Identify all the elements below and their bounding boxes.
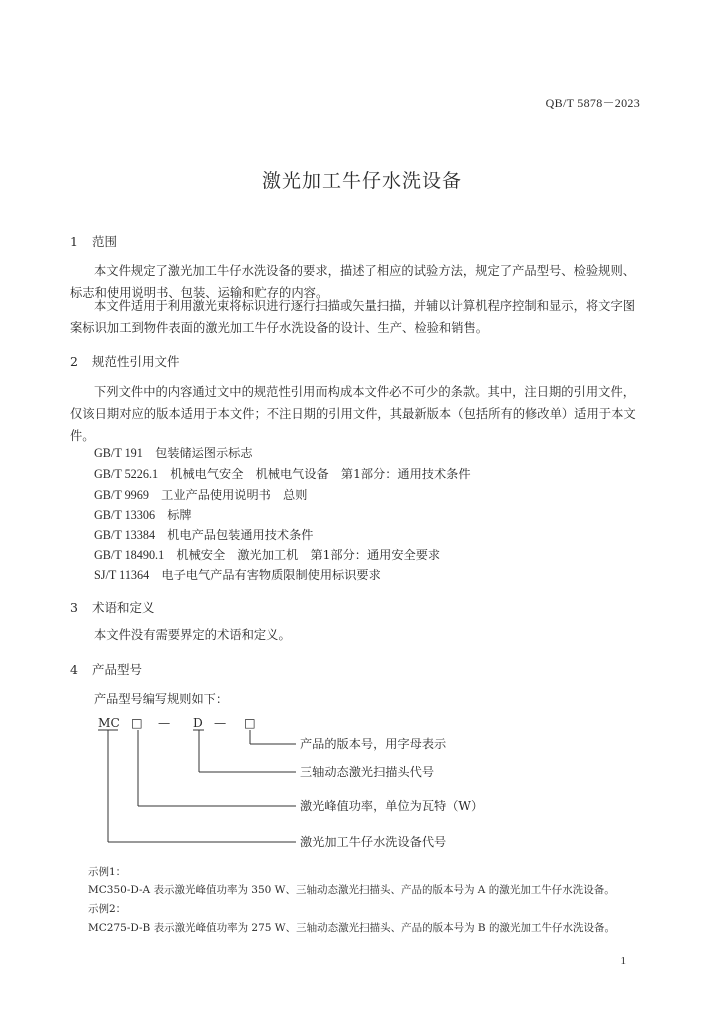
reference-name: 工业产品使用说明书 总则	[161, 488, 308, 502]
reference-name: 包装储运图示标志	[155, 446, 253, 460]
section-title: 术语和定义	[92, 600, 155, 615]
reference-name: 机械电气安全 机械电气设备 第1部分：通用技术条件	[170, 467, 471, 481]
section-3-paragraph: 本文件没有需要界定的术语和定义。	[94, 628, 291, 642]
standard-number: QB/T 5878－2023	[545, 96, 640, 110]
reference-code: GB/T 13306	[94, 508, 156, 522]
page-number: 1	[620, 955, 626, 967]
model-dash: —	[214, 716, 227, 730]
reference-code: SJ/T 11364	[94, 568, 150, 582]
section-title: 产品型号	[92, 662, 143, 677]
reference-code: GB/T 18490.1	[94, 548, 165, 562]
section-number: 2	[70, 354, 78, 369]
section-number: 3	[70, 600, 78, 615]
section-2-paragraph: 下列文件中的内容通过文中的规范性引用而构成本文件必不可少的条款。其中，注日期的引用文件，仅该日期对应的版本适用于本文件；不注日期的引用文件，其最新版本（包括所有的修改单）适用于本文件。	[70, 385, 636, 443]
reference-name: 机电产品包装通用技术条件	[167, 528, 314, 542]
model-dash: —	[158, 716, 171, 730]
example-2-text: MC275-D-B 表示激光峰值功率为 275 W、三轴动态激光扫描头、产品的版本号为 B 的激光加工牛仔水洗设备。	[88, 922, 615, 934]
model-box: □	[131, 716, 143, 730]
model-box: □	[244, 716, 256, 730]
model-rule-intro: 产品型号编写规则如下：	[94, 692, 229, 706]
reference-name: 电子电气产品有害物质限制使用标识要求	[161, 568, 381, 582]
label-version: 产品的版本号，用字母表示	[300, 737, 447, 751]
reference-code: GB/T 9969	[94, 488, 149, 502]
label-peak-power: 激光峰值功率，单位为瓦特（W）	[300, 799, 484, 813]
reference-name: 机械安全 激光加工机 第1部分：通用安全要求	[176, 548, 441, 562]
document-title: 激光加工牛仔水洗设备	[261, 170, 462, 192]
reference-name: 标牌	[167, 508, 192, 522]
reference-code: GB/T 13384	[94, 528, 156, 542]
reference-code: GB/T 5226.1	[94, 467, 159, 481]
section-title: 规范性引用文件	[92, 354, 180, 369]
example-2-title: 示例2：	[88, 903, 127, 915]
section-title: 范围	[92, 234, 118, 249]
label-scan-head: 三轴动态激光扫描头代号	[300, 765, 435, 779]
label-device-code: 激光加工牛仔水洗设备代号	[300, 835, 447, 849]
section-1-paragraph-2: 本文件适用于利用激光束将标识进行逐行扫描或矢量扫描，并辅以计算机程序控制和显示，将文字图案标识加工到物件表面的激光加工牛仔水洗设备的设计、生产、检验和销售。	[70, 299, 636, 335]
model-prefix: MC	[98, 716, 120, 730]
reference-code: GB/T 191	[94, 446, 143, 460]
section-number: 1	[70, 234, 78, 249]
example-1-text: MC350-D-A 表示激光峰值功率为 350 W、三轴动态激光扫描头、产品的版本号为 A 的激光加工牛仔水洗设备。	[88, 884, 615, 896]
model-d: D	[193, 716, 203, 730]
example-1-title: 示例1：	[88, 866, 127, 878]
section-number: 4	[70, 662, 78, 677]
section-1-paragraph-1: 本文件规定了激光加工牛仔水洗设备的要求，描述了相应的试验方法，规定了产品型号、检验规则、标志和使用说明书、包装、运输和贮存的内容。	[70, 264, 636, 300]
